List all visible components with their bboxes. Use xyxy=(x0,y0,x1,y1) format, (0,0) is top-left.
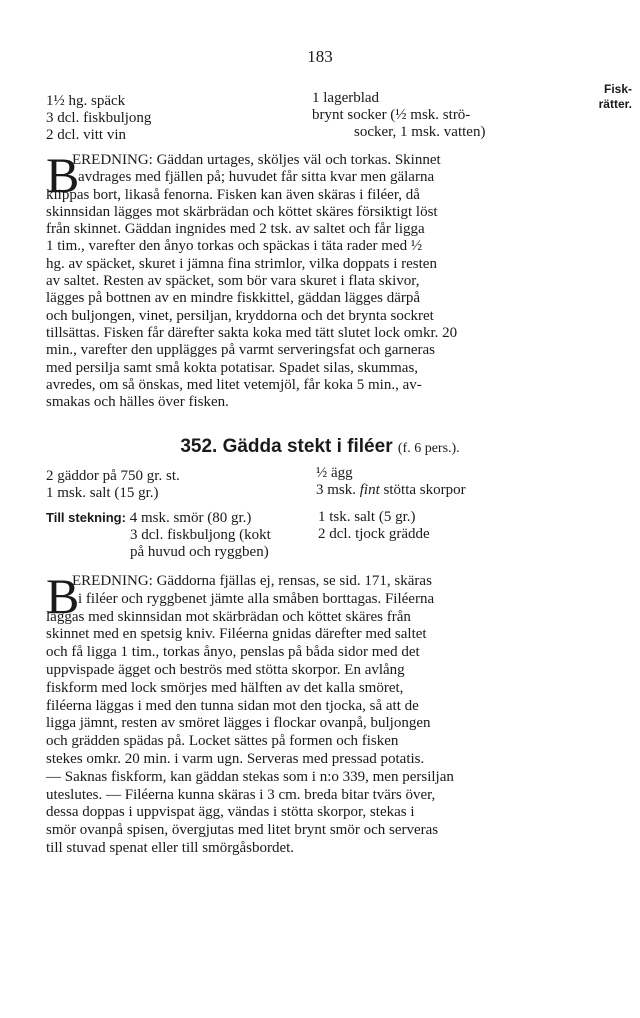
drop-cap: B xyxy=(46,147,80,203)
ingredients-right xyxy=(312,90,485,141)
text-line: av saltet. Resten av späcket, som bör vara skuret i flata skivor, xyxy=(46,273,420,290)
text-line: filéerna läggas i med den tunna sidan mot den tjocka, så att de xyxy=(46,697,419,714)
ingredient xyxy=(316,482,466,499)
drop-cap: B xyxy=(46,568,80,624)
text-line: uteslutes. — Filéerna kunna skäras i 3 cm. breda bitar tvärs över, xyxy=(46,786,436,803)
ingredient: 3 dcl. fiskbuljong (kokt xyxy=(130,527,271,543)
ingredient: 1 tsk. salt (5 gr.) xyxy=(318,509,416,525)
ingredient: 1 lagerblad xyxy=(312,90,380,106)
text-line: EREDNING: Gäddorna fjällas ej, rensas, se sid. 171, skäras xyxy=(72,573,432,589)
text-line: min., varefter den upplägges på varmt serveringsfat och garneras xyxy=(46,342,436,359)
ingredient: ½ ägg xyxy=(316,465,353,481)
text-line: stekes omkr. 20 min. i varm ugn. Serveras med pressad potatis. xyxy=(46,750,425,767)
text-line: hg. av späcket, skuret i jämna fina strimlor, vilka doppats i resten xyxy=(46,255,437,272)
text-line: lägges på bottnen av en mindre fiskkittel, gäddan lägges därpå xyxy=(46,290,421,307)
text-line: i filéer och ryggbenet jämte alla småben borttagas. Filéerna xyxy=(78,590,435,607)
text-line: och grädden spädas på. Locket sättes på formen och fisken xyxy=(46,733,399,750)
page-number: 183 xyxy=(307,47,333,66)
ingredient: 1½ hg. späck xyxy=(46,93,126,109)
section-label-line: rätter. xyxy=(598,97,632,111)
text-line: till stuvad spenat eller till smörgåsbordet. xyxy=(46,839,295,856)
text-line: skinnet med en spetsig kniv. Filéerna gnidas därefter med saltet xyxy=(46,626,427,643)
ingredient: 2 dcl. tjock grädde xyxy=(318,526,430,542)
text-line: EREDNING: Gäddan urtages, sköljes väl och torkas. Skinnet xyxy=(72,152,441,168)
ingredient: på huvud och ryggben) xyxy=(130,544,269,560)
text-line: smakas och hälles över fisken. xyxy=(46,394,229,411)
ingredients-left xyxy=(46,93,151,144)
text-line: ligga jämnt, resten av smöret lägges i flockar ovanpå, buljongen xyxy=(46,715,431,732)
text-line: och få ligga 1 tim., torkas ånyo, penslas på båda sidor med det xyxy=(46,644,420,661)
text-line: med persilja samt små kokta potatisar. Spadet silas, skummas, xyxy=(46,359,419,376)
ingredient: 4 msk. smör (80 gr.) xyxy=(125,510,252,526)
text-line: från skinnet. Gäddan ingnides med 2 tsk. av saltet och får ligga xyxy=(46,221,425,238)
recipe-number: 352. xyxy=(180,436,218,457)
text-line: uppvispade ägget och beströs med stötta skorpor. En avlång xyxy=(46,661,405,678)
text-line: — Saknas fiskform, kan gäddan stekas som i n:o 339, men persiljan xyxy=(46,768,454,785)
frying-label: Till stekning: xyxy=(46,510,126,525)
ingredient: brynt socker (½ msk. strö- xyxy=(312,107,471,123)
text-line: klippas bort, likaså fenorna. Fisken kan även skäras i filéer, då xyxy=(46,186,420,203)
text-line: avredes, om så önskas, med litet vetemjöl, får koka 5 min., av- xyxy=(46,376,422,393)
ingredient: 2 dcl. vitt vin xyxy=(46,127,126,143)
text-line: fiskform med lock smörjes med hälften av det kalla smöret, xyxy=(46,679,404,696)
ingredient: 3 dcl. fiskbuljong xyxy=(46,110,152,126)
section-label-line: Fisk- xyxy=(603,82,632,96)
ingredient-emphasis: fint xyxy=(359,482,380,498)
ingredient: 2 gäddor på 750 gr. st. xyxy=(46,468,180,484)
ingredient-part: 3 msk. xyxy=(316,482,360,498)
text-line: skinnsidan lägges mot skärbrädan och köttet skäres försiktigt löst xyxy=(46,203,438,220)
text-line: dessa doppas i uppvispat ägg, vändas i stötta skorpor, stekas i xyxy=(46,804,415,821)
paragraph-preparation-1 xyxy=(46,147,458,411)
text-line: tillsättas. Fisken får därefter sakta koka med tätt slutet lock omkr. 20 xyxy=(46,324,458,341)
ingredient: socker, 1 msk. vatten) xyxy=(354,124,486,140)
ingredients-left xyxy=(46,468,180,502)
ingredients-right xyxy=(316,465,466,499)
section-label xyxy=(588,82,632,112)
recipe-title xyxy=(0,436,640,458)
text-line: avdrages med fjällen på; huvudet får sitta kvar men gälarna xyxy=(78,169,435,186)
text-line: smör ovanpå spisen, övergjutas med litet brynt smör och serveras xyxy=(46,822,439,839)
text-line: och buljongen, vinet, persiljan, kryddorna och det brynta sockret xyxy=(46,307,434,324)
text-line: 1 tim., varefter den ånyo torkas och späckas i täta rader med ½ xyxy=(46,238,423,255)
paragraph-preparation-2 xyxy=(46,568,454,858)
ingredient-part: stötta skorpor xyxy=(379,482,466,498)
ingredient: 1 msk. salt (15 gr.) xyxy=(46,485,159,501)
frying-ingredients xyxy=(46,509,271,561)
recipe-serves: (f. 6 pers.). xyxy=(397,441,460,456)
recipe-name: Gädda stekt i filéer xyxy=(222,436,393,457)
frying-ingredients-right xyxy=(318,509,430,543)
text-line: läggas med skinnsidan mot skärbrädan och köttet skäres från xyxy=(46,608,411,625)
